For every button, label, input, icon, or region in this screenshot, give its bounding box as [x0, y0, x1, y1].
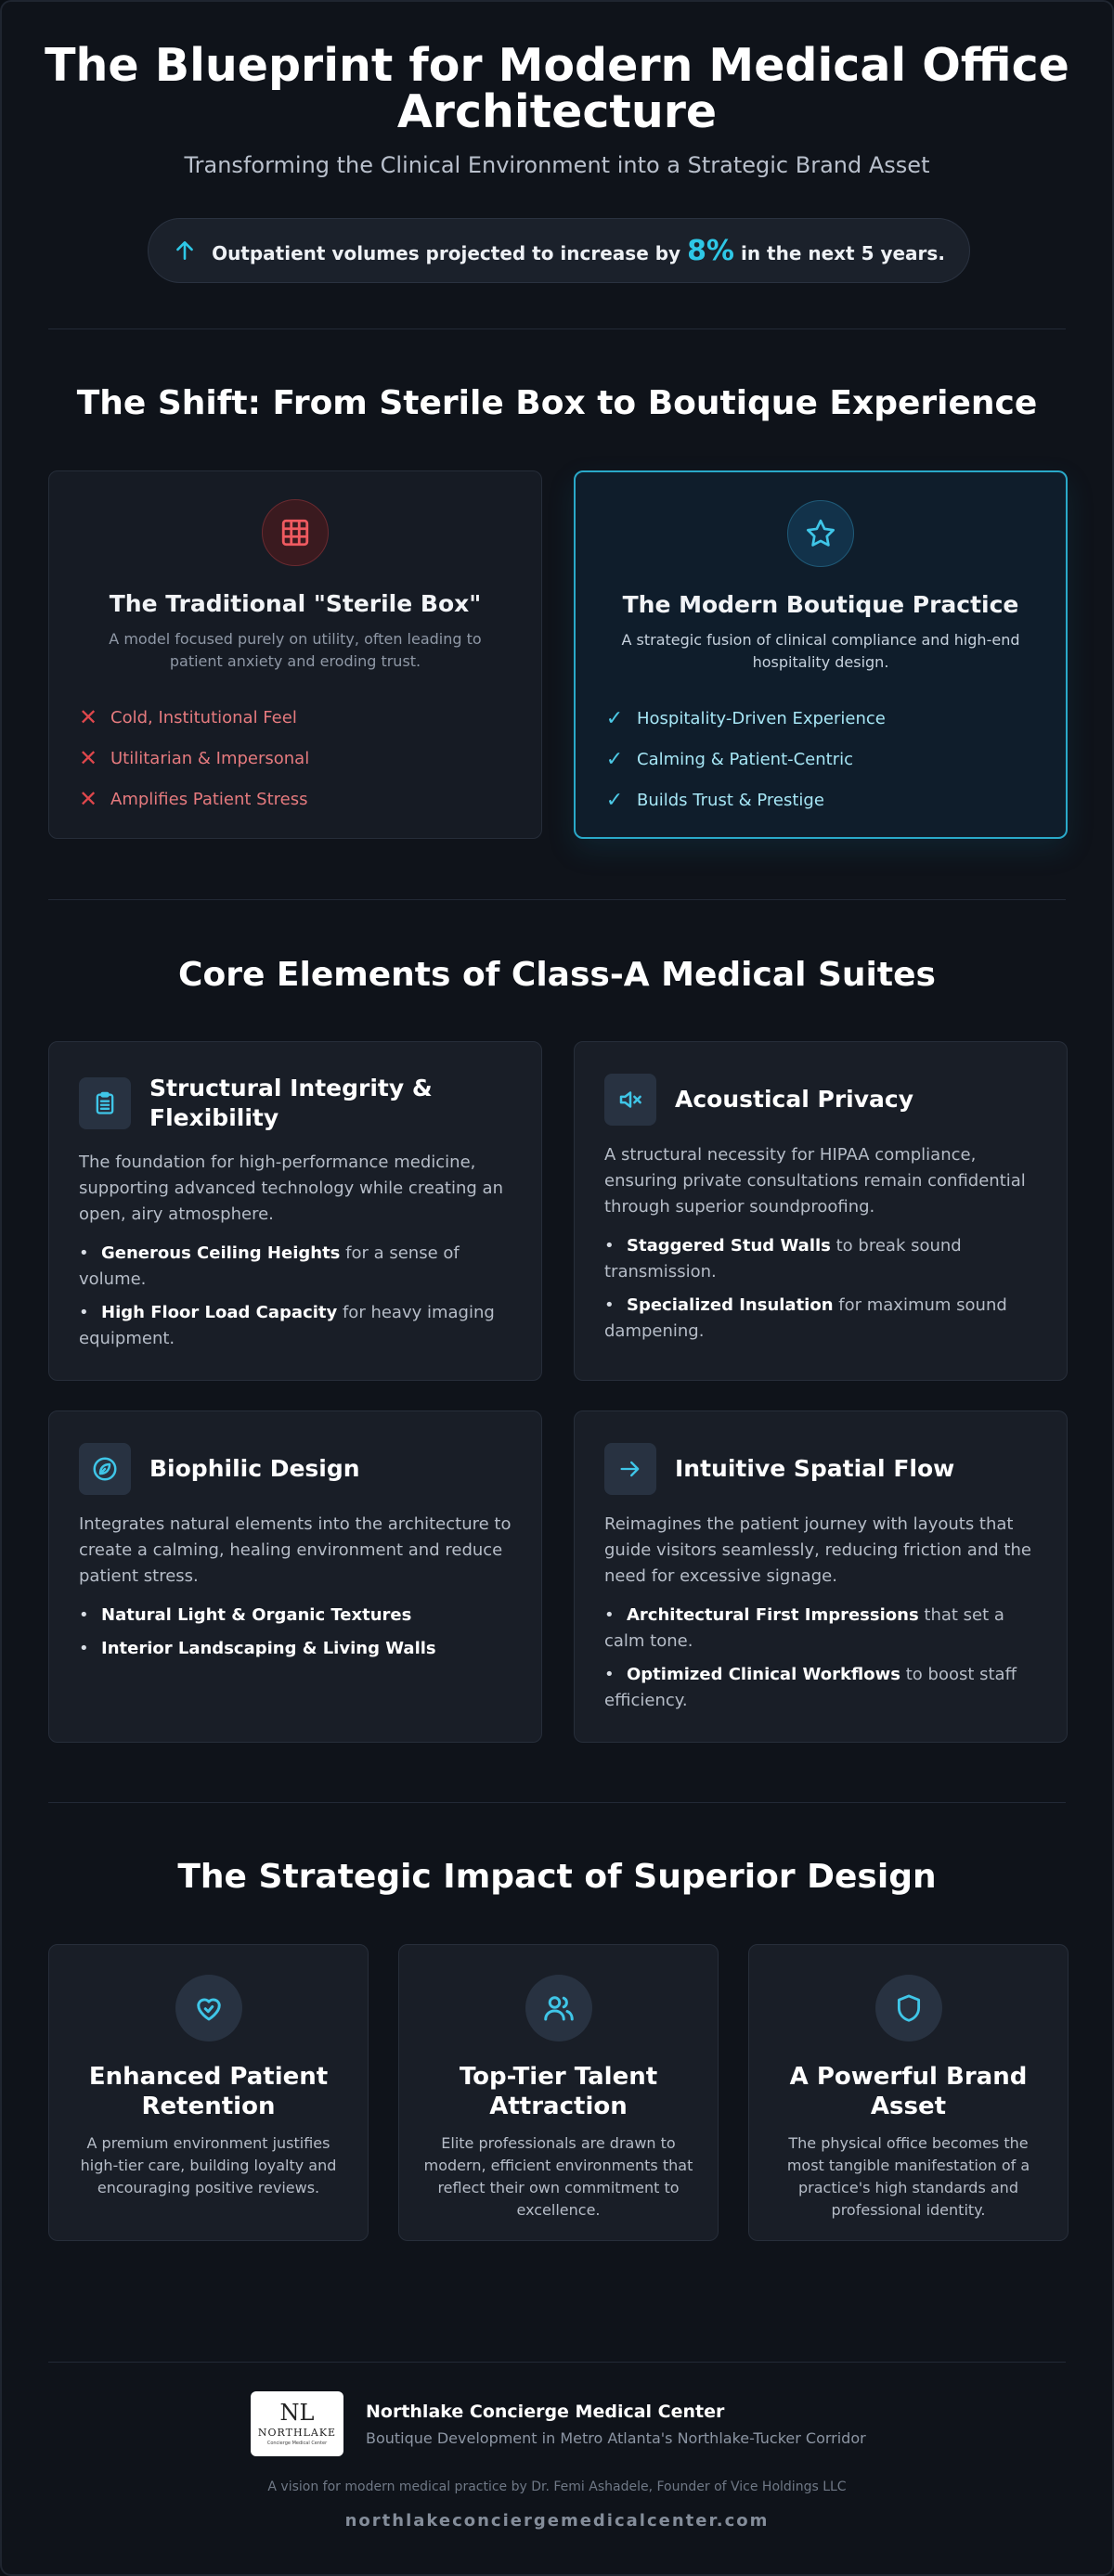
- logo-wordmark: NORTHLAKE: [257, 2427, 337, 2439]
- check-icon: ✓: [605, 747, 624, 771]
- modern-title: The Modern Boutique Practice: [622, 591, 1019, 618]
- footer-org-sub: Boutique Development in Metro Atlanta's Northlake-Tucker Corridor: [366, 2428, 866, 2447]
- mute-speaker-icon: [604, 1074, 656, 1126]
- traditional-card: [48, 470, 542, 839]
- core-card-desc: Reimagines the patient journey with layouts that guide visitors seamlessly, reducing friction and the need for excessive signage.: [604, 1514, 1031, 1586]
- list-item: • Generous Ceiling Heights for a sense of volume.: [79, 1243, 460, 1289]
- core-card-title: Acoustical Privacy: [675, 1086, 914, 1113]
- core-card-desc: The foundation for high-performance medicine, supporting advanced technology while creating an open, airy atmosphere.: [79, 1153, 503, 1224]
- impact-card-title: Top-Tier Talent Attraction: [459, 2063, 658, 2120]
- impact-section-title: The Strategic Impact of Superior Design: [177, 1858, 937, 1896]
- page-subtitle: Transforming the Clinical Environment into a Strategic Brand Asset: [184, 152, 930, 178]
- arrow-up-icon: [173, 238, 197, 263]
- core-card-structural: [48, 1041, 542, 1381]
- impact-card-title: A Powerful Brand Asset: [789, 2063, 1028, 2120]
- heart-icon: [175, 1975, 242, 2041]
- modern-list: [605, 698, 1036, 820]
- impact-card-title: Enhanced Patient Retention: [88, 2063, 329, 2120]
- users-icon: [525, 1975, 592, 2041]
- list-item: ✕ Cold, Institutional Feel: [79, 704, 297, 730]
- section-divider: [48, 328, 1066, 329]
- x-icon: ✕: [79, 786, 98, 812]
- section-divider: [48, 899, 1066, 900]
- list-item: • Optimized Clinical Workflows to boost staff efficiency.: [604, 1665, 1017, 1710]
- core-card-desc: A structural necessity for HIPAA compliance, ensuring private consultations remain confidential through superior soundproofing.: [604, 1145, 1026, 1217]
- logo-monogram: NL: [279, 2400, 315, 2426]
- list-item: • Architectural First Impressions that set a calm tone.: [604, 1605, 1004, 1651]
- x-icon: ✕: [79, 745, 98, 771]
- impact-card-retention: [48, 1944, 369, 2241]
- core-card-title: Intuitive Spatial Flow: [675, 1455, 955, 1482]
- impact-card-desc: Elite professionals are drawn to modern, efficient environments that reflect their own commitment to excellence.: [423, 2134, 693, 2219]
- star-icon: [787, 500, 854, 567]
- clipboard-icon: [79, 1077, 131, 1129]
- core-card-list: [79, 1603, 512, 1662]
- list-item: • Interior Landscaping & Living Walls: [79, 1639, 436, 1658]
- list-item: ✓ Calming & Patient-Centric: [605, 747, 854, 771]
- grid-icon: [262, 499, 329, 566]
- footer-brand: [251, 2391, 866, 2456]
- list-item: ✕ Amplifies Patient Stress: [79, 786, 308, 812]
- core-card-list: [604, 1603, 1037, 1714]
- section-divider: [48, 2362, 1066, 2363]
- stat-text: [212, 235, 945, 267]
- footer-credit: A vision for modern medical practice by Dr. Femi Ashadele, Founder of Vice Holdings LLC: [267, 2479, 847, 2494]
- list-item: • Natural Light & Organic Textures: [79, 1605, 412, 1625]
- stat-banner: [148, 218, 970, 283]
- core-card-biophilic: [48, 1410, 542, 1743]
- list-item: ✓ Hospitality-Driven Experience: [605, 706, 886, 730]
- footer-org-name: Northlake Concierge Medical Center: [366, 2401, 725, 2422]
- core-card-list: [604, 1233, 1037, 1345]
- list-item: ✕ Utilitarian & Impersonal: [79, 745, 310, 771]
- modern-desc: A strategic fusion of clinical compliance and high-end hospitality design.: [621, 631, 1020, 671]
- core-card-acoustical: [574, 1041, 1068, 1381]
- brand-logo: [251, 2391, 343, 2456]
- core-card-list: [79, 1241, 512, 1352]
- shield-icon: [875, 1975, 942, 2041]
- impact-card-talent: [398, 1944, 719, 2241]
- core-section-title: Core Elements of Class-A Medical Suites: [178, 956, 936, 994]
- x-icon: ✕: [79, 704, 98, 730]
- modern-card: [574, 470, 1068, 839]
- shift-section-title: The Shift: From Sterile Box to Boutique Experience: [76, 384, 1038, 422]
- impact-card-desc: The physical office becomes the most tangible manifestation of a practice's high standards and professional identity.: [786, 2134, 1030, 2219]
- traditional-title: The Traditional "Sterile Box": [109, 590, 482, 617]
- stat-prefix: Outpatient volumes projected to increase by: [212, 241, 681, 264]
- stat-suffix: in the next 5 years.: [740, 241, 945, 264]
- core-card-title: Biophilic Design: [149, 1455, 360, 1482]
- list-item: ✓ Builds Trust & Prestige: [605, 788, 824, 812]
- list-item: • High Floor Load Capacity for heavy imaging equipment.: [79, 1303, 495, 1348]
- impact-card-brand: [748, 1944, 1069, 2241]
- section-divider: [48, 1802, 1066, 1803]
- core-card-title: Structural Integrity & Flexibility: [149, 1075, 433, 1131]
- arrow-right-icon: [604, 1443, 656, 1495]
- footer-website-link[interactable]: northlakeconciergemedicalcenter.com: [344, 2511, 770, 2531]
- impact-card-desc: A premium environment justifies high-tier care, building loyalty and encouraging positive reviews.: [80, 2134, 337, 2196]
- check-icon: ✓: [605, 706, 624, 730]
- core-card-desc: Integrates natural elements into the architecture to create a calming, healing environment and reduce patient stress.: [79, 1514, 512, 1586]
- leaf-circle-icon: [79, 1443, 131, 1495]
- stat-value: 8%: [687, 234, 734, 267]
- traditional-desc: A model focused purely on utility, often leading to patient anxiety and eroding trust.: [109, 630, 482, 670]
- logo-tagline: Concierge Medical Center: [266, 2441, 328, 2446]
- check-icon: ✓: [605, 788, 624, 812]
- list-item: • Specialized Insulation for maximum sound dampening.: [604, 1295, 1007, 1341]
- list-item: • Staggered Stud Walls to break sound transmission.: [604, 1236, 962, 1282]
- page-title: The Blueprint for Modern Medical Office Architecture: [45, 39, 1069, 138]
- traditional-list: [79, 697, 512, 819]
- core-card-spatial-flow: [574, 1410, 1068, 1743]
